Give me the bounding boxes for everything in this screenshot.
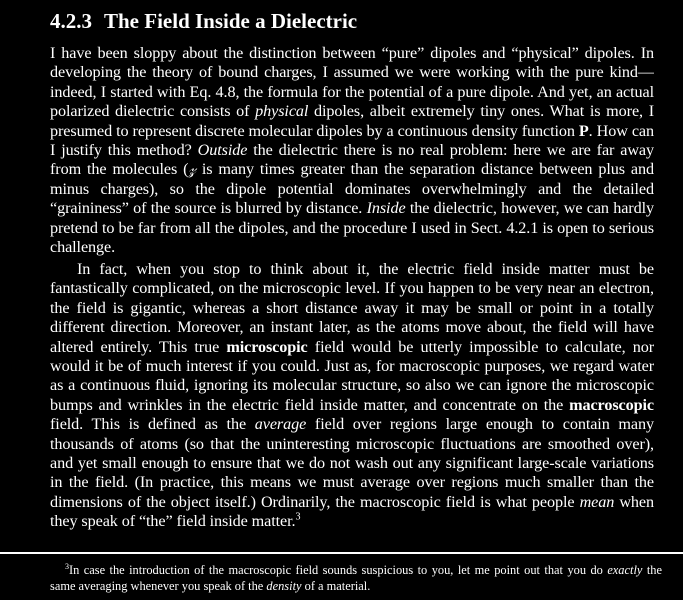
text-run: field over regions large enough to contain many thousands of atoms (so that the uninteresting microscopic fluctuations are smoothed over), and yet small enough to ensure that we do not wash out any significant large-scale variations in the field. (In practice, this means we must average over regions much smaller than the dimensions of the object itself.) Ordinarily, the macroscopic field is what people bbox=[50, 415, 654, 511]
text-run: field would be utterly impossible to calculate, nor would it be of much interest if you could. Just as, for macroscopic purposes, we regard water as a continuous fluid, ignoring its molecular structure, so also we can ignore the microscopic bumps and wrinkles in the electric field inside matter, and concentrate on the bbox=[50, 337, 654, 414]
separation-symbol: 𝓏 bbox=[188, 160, 196, 179]
text-run: dipoles, albeit extremely tiny ones. What is more, I presumed to represent discrete molecular dipoles by a continuous density function bbox=[50, 102, 654, 140]
footnote bbox=[50, 562, 662, 594]
text-run: the dielectric there is no real problem: here we are far away from the molecules ( bbox=[50, 141, 654, 179]
polarization-symbol: P bbox=[578, 121, 589, 140]
term-microscopic: microscopic bbox=[226, 337, 308, 356]
paragraph-macroscopic-field bbox=[50, 260, 654, 532]
text-run: field. This is defined as the bbox=[50, 415, 255, 434]
emphasis-outside: Outside bbox=[197, 141, 248, 160]
emphasis-exactly: exactly bbox=[607, 563, 643, 577]
emphasis-mean: mean bbox=[579, 492, 615, 511]
text-run: is many times greater than the separation distance between plus and minus charges), so the dipole potential dominates overwhelmingly and the detailed “graininess” of the source is blurred by distance. bbox=[50, 160, 654, 218]
footnote-divider bbox=[0, 552, 683, 554]
footnote-reference[interactable]: 3 bbox=[295, 511, 301, 523]
text-run: I have been sloppy about the distinction between “pure” dipoles and “physical” dipoles. In developing the theory of bound charges, I assumed we were working with the pure kind—indeed, I started with Eq. 4.8, the formula for the potential of a pure dipole. And yet, an actual polarized dielectric consists of bbox=[50, 44, 654, 121]
section-number: 4.2.3 bbox=[50, 9, 92, 33]
text-run: the dielectric, however, we can hardly pretend to be far from all the dipoles, and the procedure I used in Sect. 4.2.1 is open to serious challenge. bbox=[50, 199, 654, 257]
emphasis-inside: Inside bbox=[366, 199, 406, 218]
section-heading bbox=[50, 7, 357, 35]
text-run: the same averaging whenever you speak of the bbox=[50, 563, 662, 593]
footnote-marker: 3 bbox=[65, 561, 69, 571]
emphasis-average: average bbox=[254, 415, 307, 434]
text-run: when they speak of “the” field inside matter. bbox=[50, 492, 654, 531]
section-title: The Field Inside a Dielectric bbox=[104, 9, 358, 33]
paragraph-pure-vs-physical-dipoles bbox=[50, 44, 654, 258]
text-run: . How can I justify this method? bbox=[50, 121, 654, 160]
term-macroscopic: macroscopic bbox=[569, 395, 654, 414]
emphasis-density: density bbox=[266, 579, 302, 593]
text-run: In fact, when you stop to think about it, the electric field inside matter must be fantastically complicated, on the microscopic level. If you happen to be very near an electron, the field is gigantic, whereas a short distance away it may be small or point in a totally different direction. Moreover, an instant later, as the atoms move about, the field will have altered entirely. This true bbox=[50, 260, 654, 356]
text-run: of a material. bbox=[301, 579, 371, 593]
text-run: In case the introduction of the macroscopic field sounds suspicious to you, let me point out that you do bbox=[69, 563, 608, 577]
emphasis-physical: physical bbox=[255, 102, 309, 121]
